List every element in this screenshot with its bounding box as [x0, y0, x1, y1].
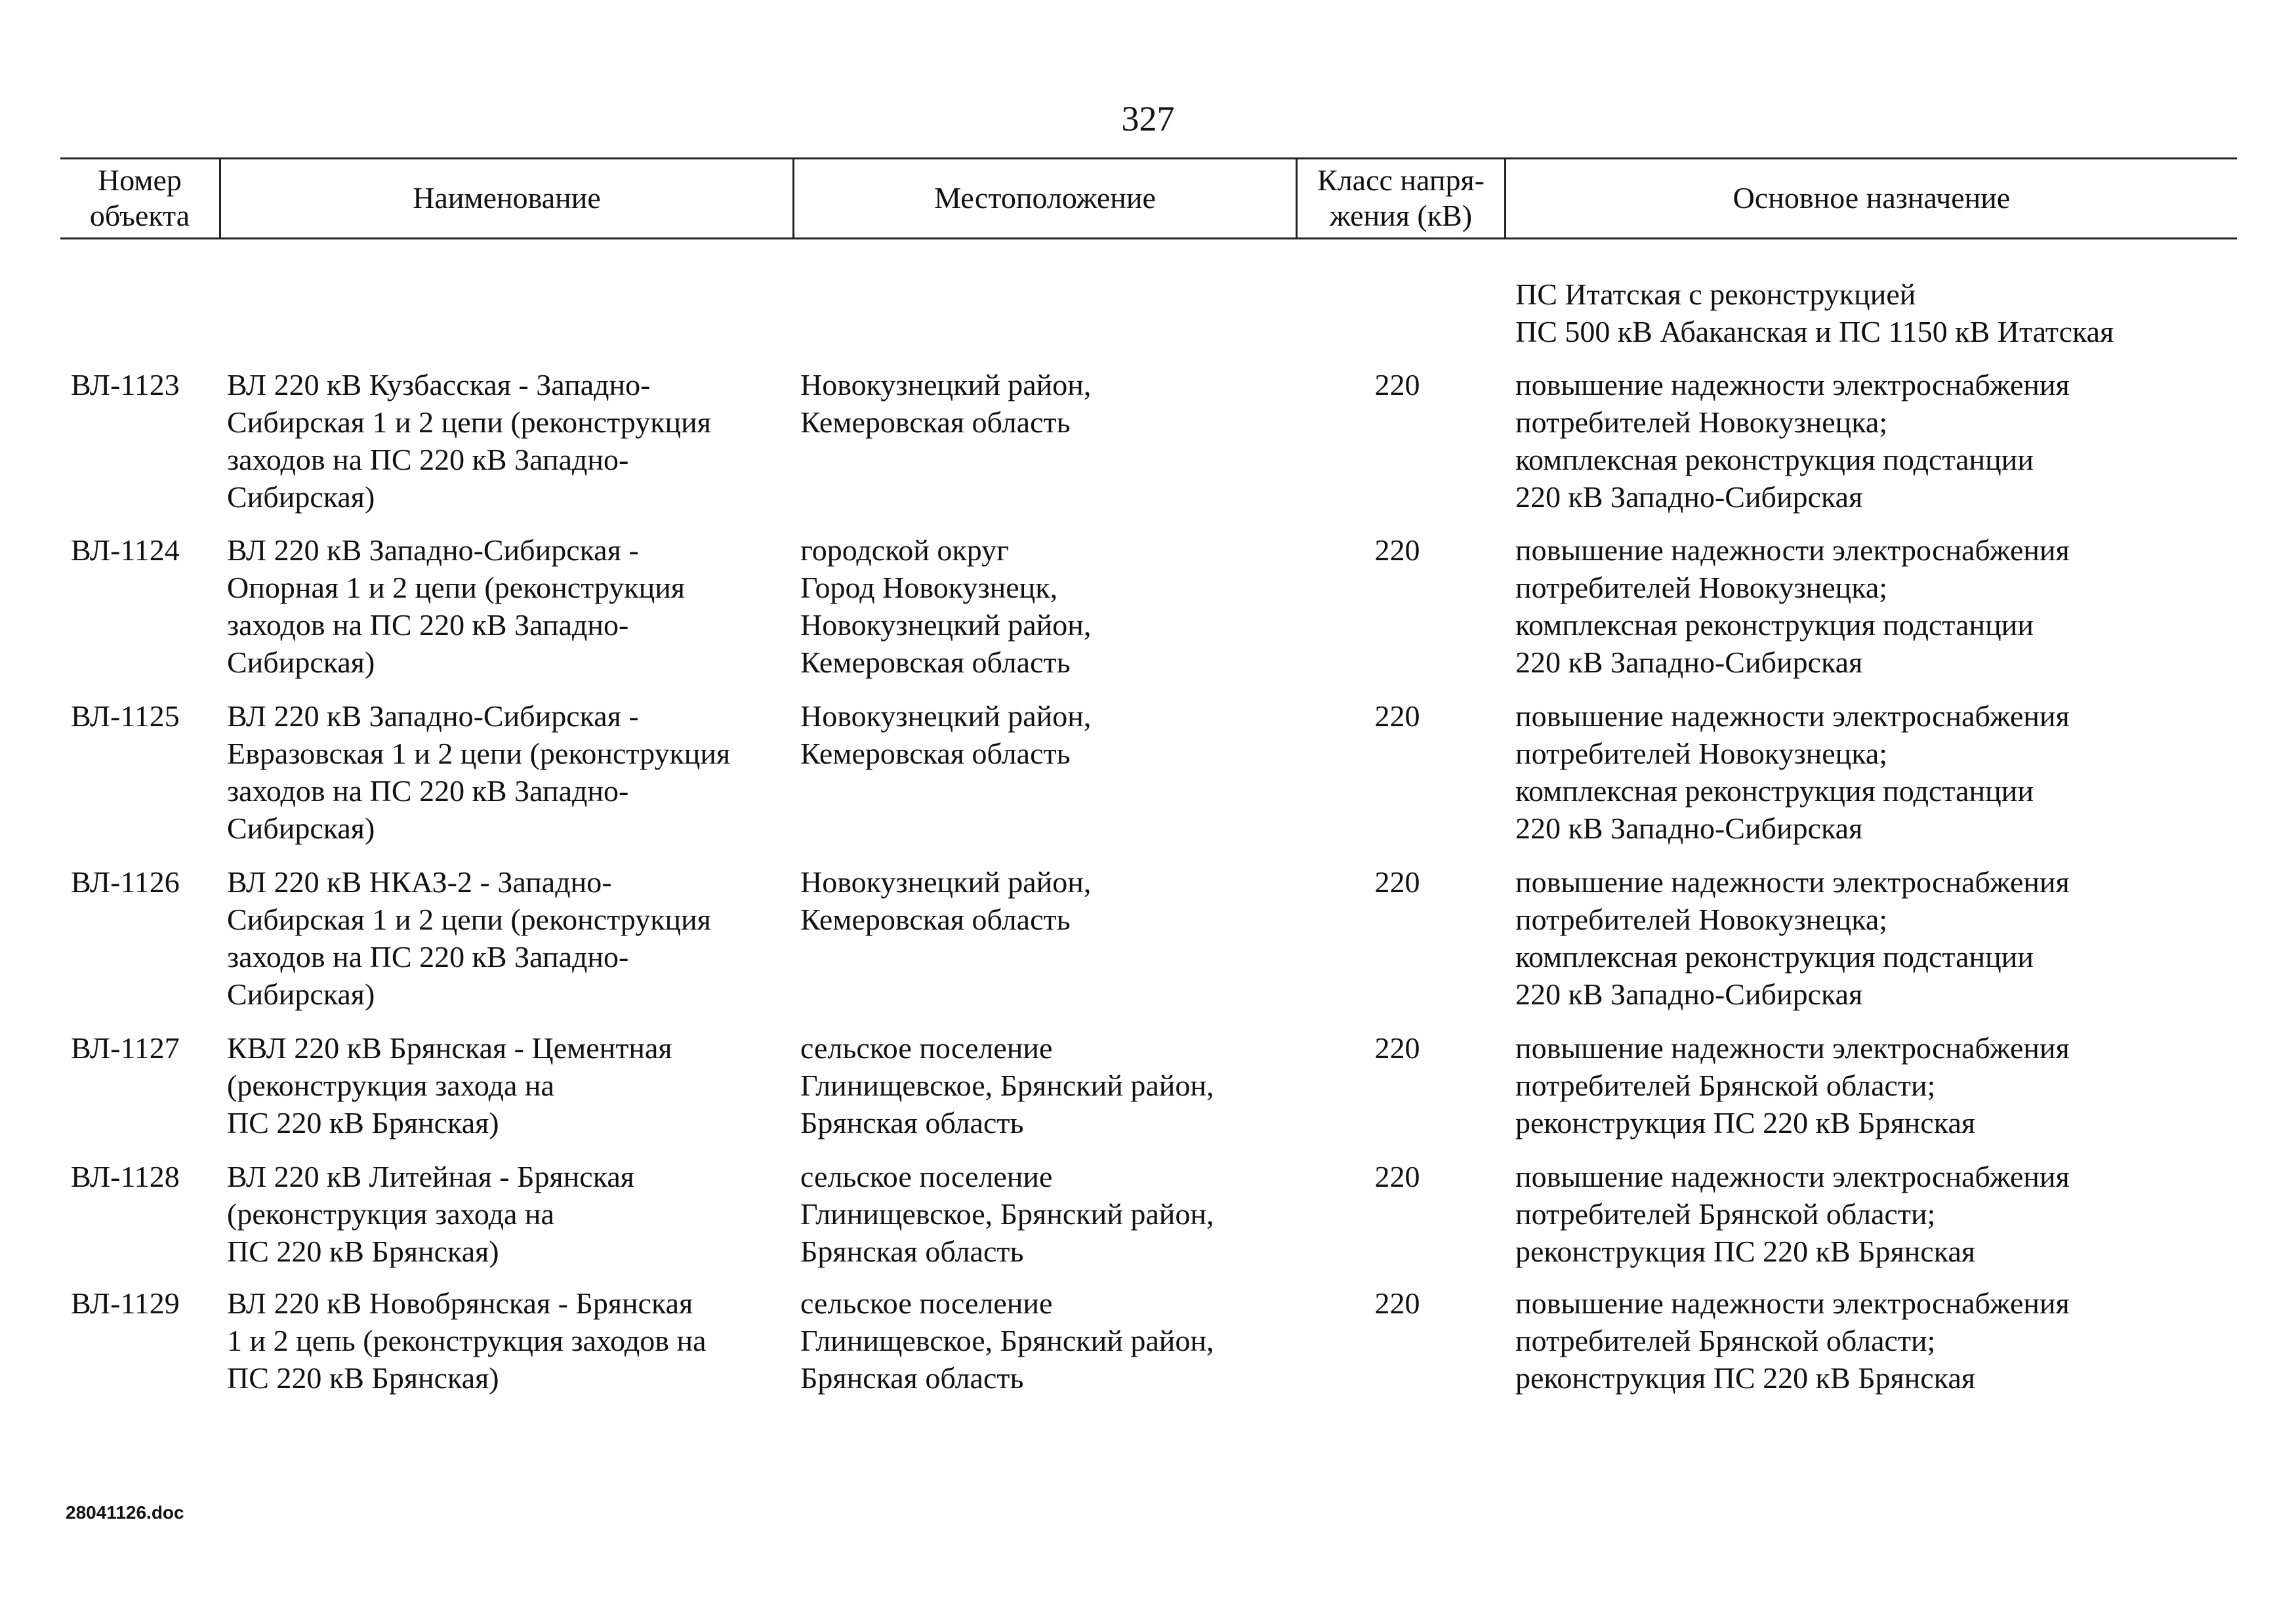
object-purpose: повышение надежности электроснабжения потребителей Брянской области; реконструкция ПС 220 кВ Брянская	[1515, 1031, 2070, 1140]
header-purpose: Основное назначение	[1732, 181, 2011, 215]
object-location: Новокузнецкий район, Кемеровская область	[800, 699, 1092, 770]
object-voltage: 220	[1374, 1160, 1420, 1193]
object-number: ВЛ-1125	[71, 699, 180, 733]
object-purpose: повышение надежности электроснабжения потребителей Брянской области; реконструкция ПС 220 кВ Брянская	[1515, 1286, 2070, 1395]
object-name: ВЛ 220 кВ НКАЗ-2 - Западно- Сибирская 1 и 2 цепи (реконструкция заходов на ПС 220 кВ Западно- Сибирская)	[227, 865, 711, 1011]
header-object-number: Номер объекта	[89, 163, 190, 232]
object-number: ВЛ-1126	[71, 865, 180, 899]
object-name: КВЛ 220 кВ Брянская - Цементная (реконструкция захода на ПС 220 кВ Брянская)	[227, 1031, 672, 1140]
header-location: Местоположение	[934, 181, 1156, 215]
object-purpose: повышение надежности электроснабжения потребителей Новокузнецка; комплексная реконструкция подстанции 220 кВ Западно-Сибирская	[1515, 368, 2070, 514]
object-number: ВЛ-1123	[71, 368, 180, 401]
object-voltage: 220	[1374, 533, 1420, 567]
object-purpose: повышение надежности электроснабжения потребителей Брянской области; реконструкция ПС 220 кВ Брянская	[1515, 1160, 2070, 1268]
object-location: сельское поселение Глинищевское, Брянский район, Брянская область	[800, 1286, 1214, 1395]
object-name: ВЛ 220 кВ Кузбасская - Западно- Сибирская 1 и 2 цепи (реконструкция заходов на ПС 220 кВ Западно- Сибирская)	[227, 368, 711, 514]
object-location: сельское поселение Глинищевское, Брянский район, Брянская область	[800, 1160, 1214, 1268]
document-filename: 28041126.doc	[66, 1502, 184, 1523]
object-name: ВЛ 220 кВ Западно-Сибирская - Евразовская 1 и 2 цепи (реконструкция заходов на ПС 220 кВ Западно- Сибирская)	[227, 699, 731, 845]
object-number: ВЛ-1129	[71, 1286, 180, 1320]
object-voltage: 220	[1374, 368, 1420, 401]
object-voltage: 220	[1374, 1286, 1420, 1320]
object-voltage: 220	[1374, 699, 1420, 733]
object-name: ВЛ 220 кВ Новобрянская - Брянская 1 и 2 цепь (реконструкция заходов на ПС 220 кВ Брянская)	[227, 1286, 707, 1395]
object-name: ВЛ 220 кВ Литейная - Брянская (реконструкция захода на ПС 220 кВ Брянская)	[227, 1160, 634, 1268]
object-voltage: 220	[1374, 1031, 1420, 1065]
object-location: сельское поселение Глинищевское, Брянский район, Брянская область	[800, 1031, 1214, 1140]
object-purpose: повышение надежности электроснабжения потребителей Новокузнецка; комплексная реконструкция подстанции 220 кВ Западно-Сибирская	[1515, 865, 2070, 1011]
object-number: ВЛ-1127	[71, 1031, 180, 1065]
object-location: Новокузнецкий район, Кемеровская область	[800, 368, 1092, 439]
object-number: ВЛ-1124	[71, 533, 180, 567]
object-purpose: повышение надежности электроснабжения потребителей Новокузнецка; комплексная реконструкция подстанции 220 кВ Западно-Сибирская	[1515, 699, 2070, 845]
object-voltage: 220	[1374, 865, 1420, 899]
continuation-purpose: ПС Итатская с реконструкцией ПС 500 кВ Абаканская и ПС 1150 кВ Итатская	[1515, 277, 2114, 348]
object-location: городской округ Город Новокузнецк, Новокузнецкий район, Кемеровская область	[800, 533, 1092, 679]
header-name: Наименование	[413, 181, 601, 215]
header-voltage-class: Класс напря- жения (кВ)	[1317, 163, 1485, 232]
object-location: Новокузнецкий район, Кемеровская область	[800, 865, 1092, 936]
object-number: ВЛ-1128	[71, 1160, 180, 1193]
object-purpose: повышение надежности электроснабжения потребителей Новокузнецка; комплексная реконструкция подстанции 220 кВ Западно-Сибирская	[1515, 533, 2070, 679]
page-number: 327	[1121, 99, 1175, 138]
object-name: ВЛ 220 кВ Западно-Сибирская - Опорная 1 и 2 цепи (реконструкция заходов на ПС 220 кВ Западно- Сибирская)	[227, 533, 685, 679]
